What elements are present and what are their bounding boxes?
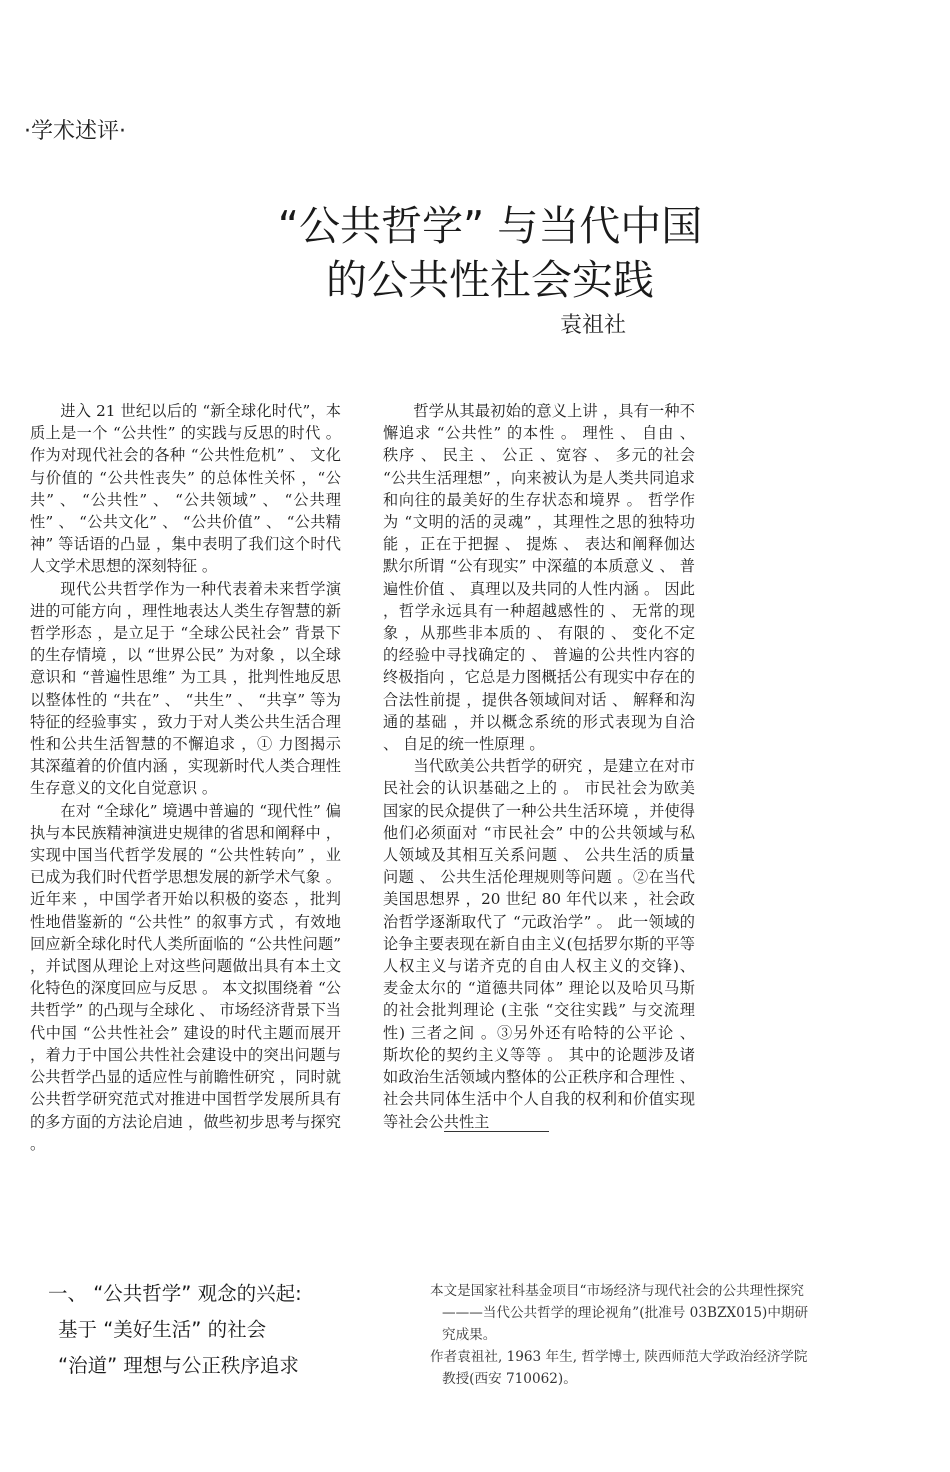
article-title-line-2: 的公共性社会实践: [326, 256, 654, 304]
paragraph: 哲学从其最初始的意义上讲 ，具有一种不懈追求 “公共性” 的本性 。 理性 、 自由 、 秩序 、 民主 、 公正 、宽容 、 多元的社会 “公共生活理想” ，向来被认为是人类共同追求和向往的最美好的生存状态和境界 。 哲学作为 “文明的活的灵魂” ，其理性之思的独特功能 ，正在于把握 、 提炼 、 表达和阐释伽达默尔所谓 “公有现实” 中深蕴的本质意义 、 普遍性价值 、 真理以及共同的人性内涵 。 因此 ，哲学永远具有一种超越感性的 、 无常的现象 ，从那些非本质的 、 有限的 、 变化不定的经验中寻找确定的 、 普遍的公共性内容的终极指向 ，它总是力图概括公有现实中存在的合法性前提 ，提供各领域间对话 、 解释和沟通的基础 ，并以概念系统的形式表现为自洽 、 自足的统一性原理 。: [383, 402, 695, 754]
paragraph: 在对 “全球化” 境遇中普遍的 “现代性” 偏执与本民族精神演进史规律的省思和阐释中 ，实现中国当代哲学发展的 “公共性转向” ，业已成为我们时代哲学思想发展的新学术气象 。 近年来 ，中国学者开始以积极的姿态 ，批判性地借鉴新的 “公共性” 的叙事方式 ，有效地回应新全球化时代人类所面临的 “公共性问题” ，并试图从理论上对这些问题做出具有本土文化特色的深度回应与反思 。 本文拟围绕着 “公共哲学” 的凸现与全球化 、 市场经济背景下当代中国 “公共性社会” 建设的时代主题而展开 ，着力于中国公共性社会建设中的突出问题与公共哲学凸显的适应性与前瞻性研究 ，同时就公共哲学研究范式对推进中国哲学发展所具有的多方面的方法论启迪 ，做些初步思考与探究 。: [30, 801, 341, 1153]
section-heading-line-3: “治道” 理想与公正秩序追求: [58, 1354, 299, 1377]
paragraph-body: 当代欧美公共哲学的研究 ，是建立在对市民社会的认识基础之上的 。 市民社会为欧美国家的民众提供了一种公共生活环境 ，并使得他们必须面对 “市民社会” 中的公共领域与私人领域及其相互关系问题 、 公共生活的质量问题 、 公共生活伦理规则等问题 。②在当代美国思想界 ，20 世纪 80 年代以来 ，社会政治哲学逐渐取代了 “元政治学” 。 此一领域的论争主要表现在新自由主义(包括罗尔斯的平等人权主义与诺齐克的自由人权主义的交锋)、 麦金太尔的 “道德共同体” 理论以及哈贝马斯的社会批判理论 (主张 “交往实践” 与交流理性) 三者之间 。③另外还有哈特的公平论 、 斯坎伦的契约主义等等 。 其中的论题涉及诸如政治生活领域内整体的公正秩序和合理性 、 社会共同体生活中个人自我的权利和价值实现等社会公: [383, 757, 695, 1131]
paragraph: [383, 755, 695, 1132]
paragraph: 进入 21 世纪以后的 “新全球化时代”，本质上是一个 “公共性” 的实践与反思的时代 。 作为对现代社会的各种 “公共性危机” 、 文化与价值的 “公共性丧失” 的总体性关怀 ，“公共” 、 “公共性” 、 “公共领域” 、 “公共理性” 、 “公共文化” 、 “公共价值” 、 “公共精神” 等话语的凸显 ，集中表明了我们这个时代人文学术思想的深刻特征 。: [30, 402, 341, 576]
footnote-author-bio: 作者袁祖社, 1963 年生, 哲学博士, 陕西师范大学政治经济学院教授(西安 710062)。: [430, 1349, 808, 1387]
footnote-funding: 本文是国家社科基金项目“市场经济与现代社会的公共理性探究———当代公共哲学的理论视角”(批准号 03BZX015)中期研究成果。: [430, 1283, 809, 1343]
continued-text: 共性主: [444, 1113, 550, 1132]
section-heading: [48, 1276, 348, 1384]
column-tag: ·学术述评·: [24, 119, 126, 144]
section-heading-line-1: 一、 “公共哲学” 观念的兴起:: [48, 1282, 302, 1305]
section-heading-line-2: 基于 “美好生活” 的社会: [58, 1318, 267, 1341]
author-name: 袁祖社: [560, 313, 627, 338]
article-title-line-1: “公共哲学” 与当代中国: [277, 202, 703, 250]
footnotes: [430, 1280, 810, 1390]
paragraph: 现代公共哲学作为一种代表着未来哲学演进的可能方向 ，理性地表达人类生存智慧的新哲学形态 ，是立足于 “全球公民社会” 背景下的生存情境 ，以 “世界公民” 为对象 ，以全球意识和 “普遍性思维” 为工具 ，批判性地反思以整体性的 “共在” 、 “共生” 、 “共享” 等为特征的经验事实 ，致力于对人类公共生活合理性和公共生活智慧的不懈追求 ，① 力图揭示其深蕴着的价值内涵 ，实现新时代人类合理性生存意义的文化自觉意识 。: [30, 579, 341, 798]
right-column: [383, 400, 695, 1133]
left-column: [30, 400, 341, 1155]
